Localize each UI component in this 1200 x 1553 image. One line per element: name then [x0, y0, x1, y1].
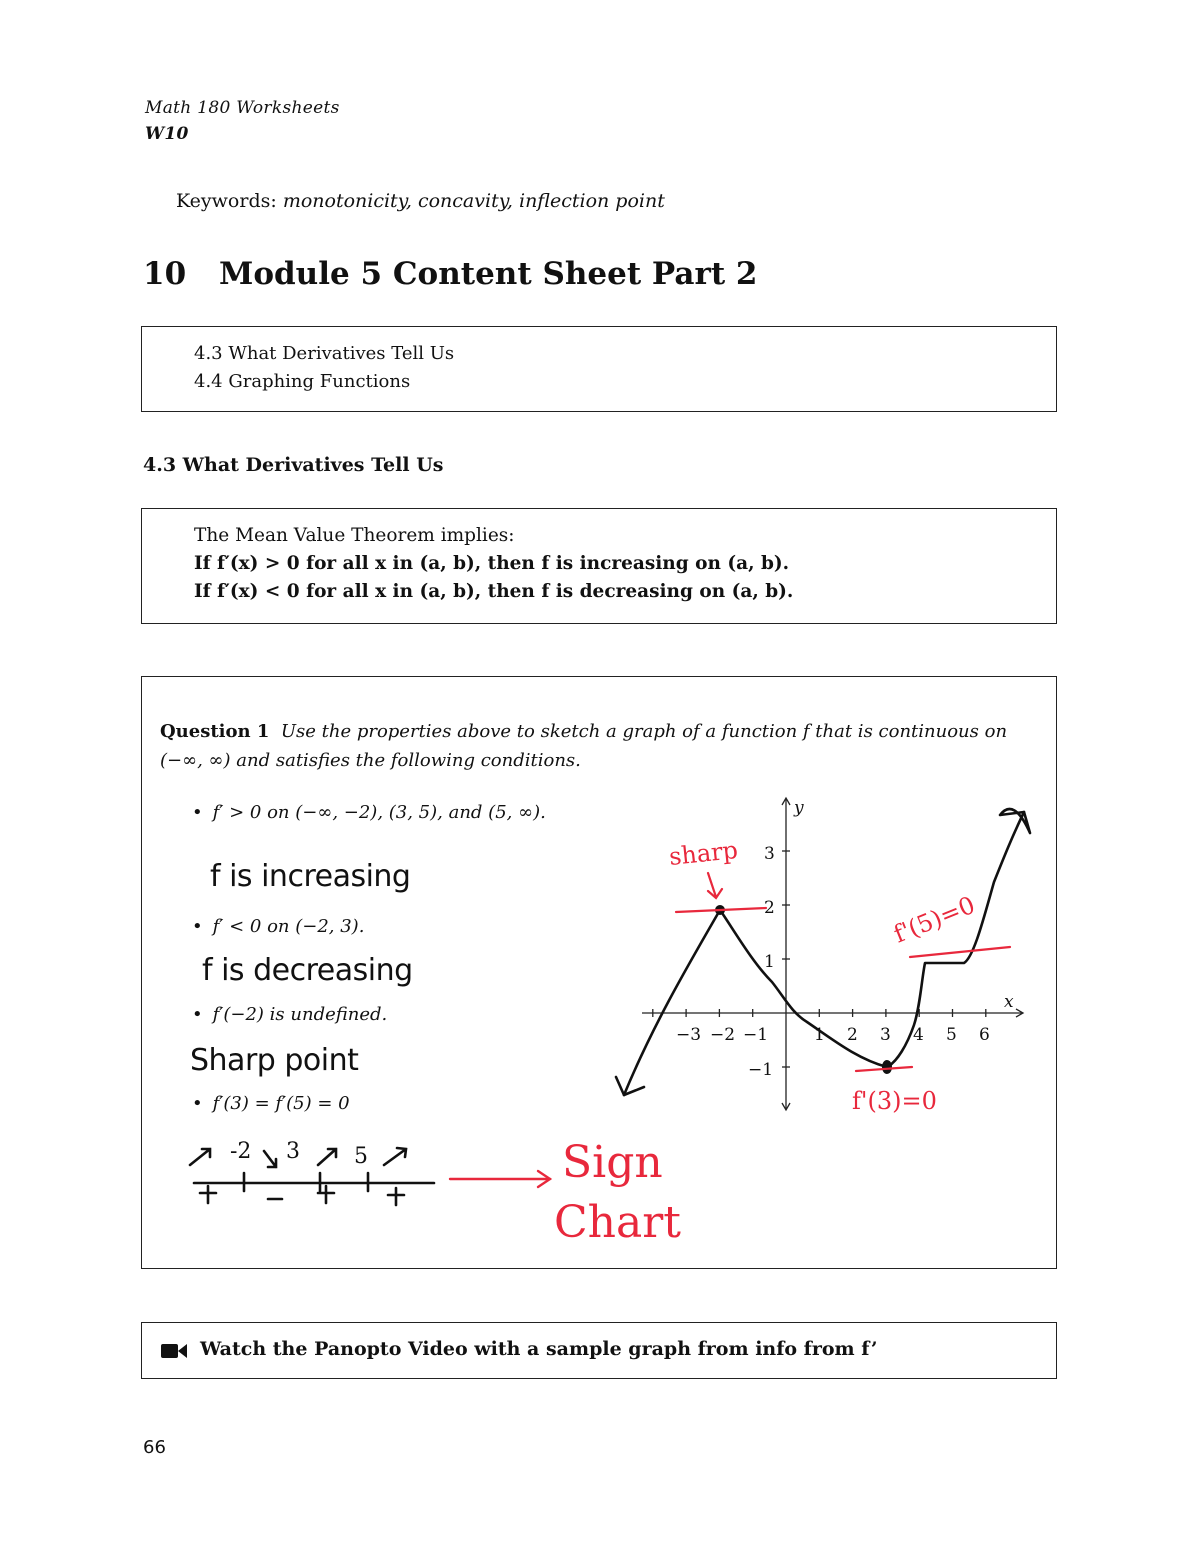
sign-chart-point: 5 — [354, 1144, 368, 1169]
keywords-terms: monotonicity, concavity, inflection point — [282, 190, 665, 212]
sign-chart-point: 3 — [286, 1139, 300, 1164]
theorem-intro: The Mean Value Theorem implies: — [194, 525, 515, 546]
theorem-line-increasing: If f′(x) > 0 for all x in (a, b), then f is increasing on (a, b). — [194, 553, 790, 574]
x-tick-label: 6 — [979, 1025, 990, 1045]
question-box — [141, 676, 1057, 1269]
tangent-line-five — [910, 947, 1010, 957]
x-tick-label: 4 — [913, 1025, 924, 1045]
function-graph — [602, 777, 1032, 1127]
x-tick-label: −2 — [710, 1025, 736, 1045]
condition-decreasing: • f′ < 0 on (−2, 3). — [192, 916, 365, 937]
topic-item: 4.4 Graphing Functions — [194, 371, 411, 392]
y-tick-label: 1 — [764, 952, 775, 972]
y-axis-label: y — [794, 798, 804, 818]
course-title: Math 180 Worksheets — [145, 98, 340, 118]
keywords — [176, 190, 665, 212]
y-tick-label: 3 — [764, 844, 775, 864]
down-arrow-icon — [264, 1151, 276, 1167]
week-label: W10 — [145, 124, 189, 144]
min-point-marker — [882, 1060, 892, 1074]
x-tick-label: −3 — [676, 1025, 702, 1045]
video-link-text[interactable]: Watch the Panopto Video with a sample graph from info from f’ — [200, 1338, 878, 1360]
note-decreasing: f is decreasing — [202, 953, 413, 988]
section-title: Module 5 Content Sheet Part 2 — [219, 256, 758, 292]
annotation-sharp: sharp — [667, 835, 740, 871]
note-sharp-point: Sharp point — [190, 1043, 359, 1078]
sign-chart-point: -2 — [230, 1139, 252, 1164]
up-arrow-icon — [318, 1149, 336, 1165]
keywords-label: Keywords: — [176, 190, 277, 212]
section-heading — [143, 256, 758, 292]
sign-chart-label: Sign — [562, 1137, 663, 1188]
up-arrow-icon — [384, 1148, 406, 1165]
condition-undefined: • f′(−2) is undefined. — [192, 1004, 388, 1025]
annotation-f3: f'(3)=0 — [852, 1087, 937, 1115]
x-tick-label: 1 — [814, 1025, 825, 1045]
y-tick-label: 2 — [764, 898, 775, 918]
condition-zero: • f′(3) = f′(5) = 0 — [192, 1093, 350, 1114]
video-box[interactable] — [141, 1322, 1057, 1379]
question-text: Use the properties above to sketch a graph of a function f that is continuous on (−∞, ∞) and satisfies the following conditions. — [160, 721, 1008, 771]
sign-chart-label: Chart — [554, 1197, 681, 1248]
theorem-line-decreasing: If f′(x) < 0 for all x in (a, b), then f is decreasing on (a, b). — [194, 581, 794, 602]
note-increasing: f is increasing — [210, 859, 411, 894]
annotation-f5: f'(5)=0 — [889, 890, 979, 949]
question-label: Question 1 — [160, 721, 270, 742]
x-axis-label: x — [1004, 992, 1014, 1012]
subsection-title: 4.3 What Derivatives Tell Us — [143, 454, 444, 476]
y-tick-label: −1 — [748, 1060, 774, 1080]
video-camera-icon — [160, 1341, 188, 1361]
page-number: 66 — [143, 1437, 166, 1458]
x-tick-label: 3 — [880, 1025, 891, 1045]
up-arrow-icon — [190, 1149, 210, 1165]
condition-increasing: • f′ > 0 on (−∞, −2), (3, 5), and (5, ∞). — [192, 802, 546, 823]
x-tick-label: −1 — [743, 1025, 769, 1045]
x-tick-label: 5 — [946, 1025, 957, 1045]
topic-item: 4.3 What Derivatives Tell Us — [194, 343, 455, 364]
x-tick-label: 2 — [847, 1025, 858, 1045]
topics-box — [141, 326, 1057, 412]
theorem-box — [141, 508, 1057, 624]
section-number: 10 — [143, 256, 187, 292]
annotation-arrow-icon — [708, 873, 722, 898]
